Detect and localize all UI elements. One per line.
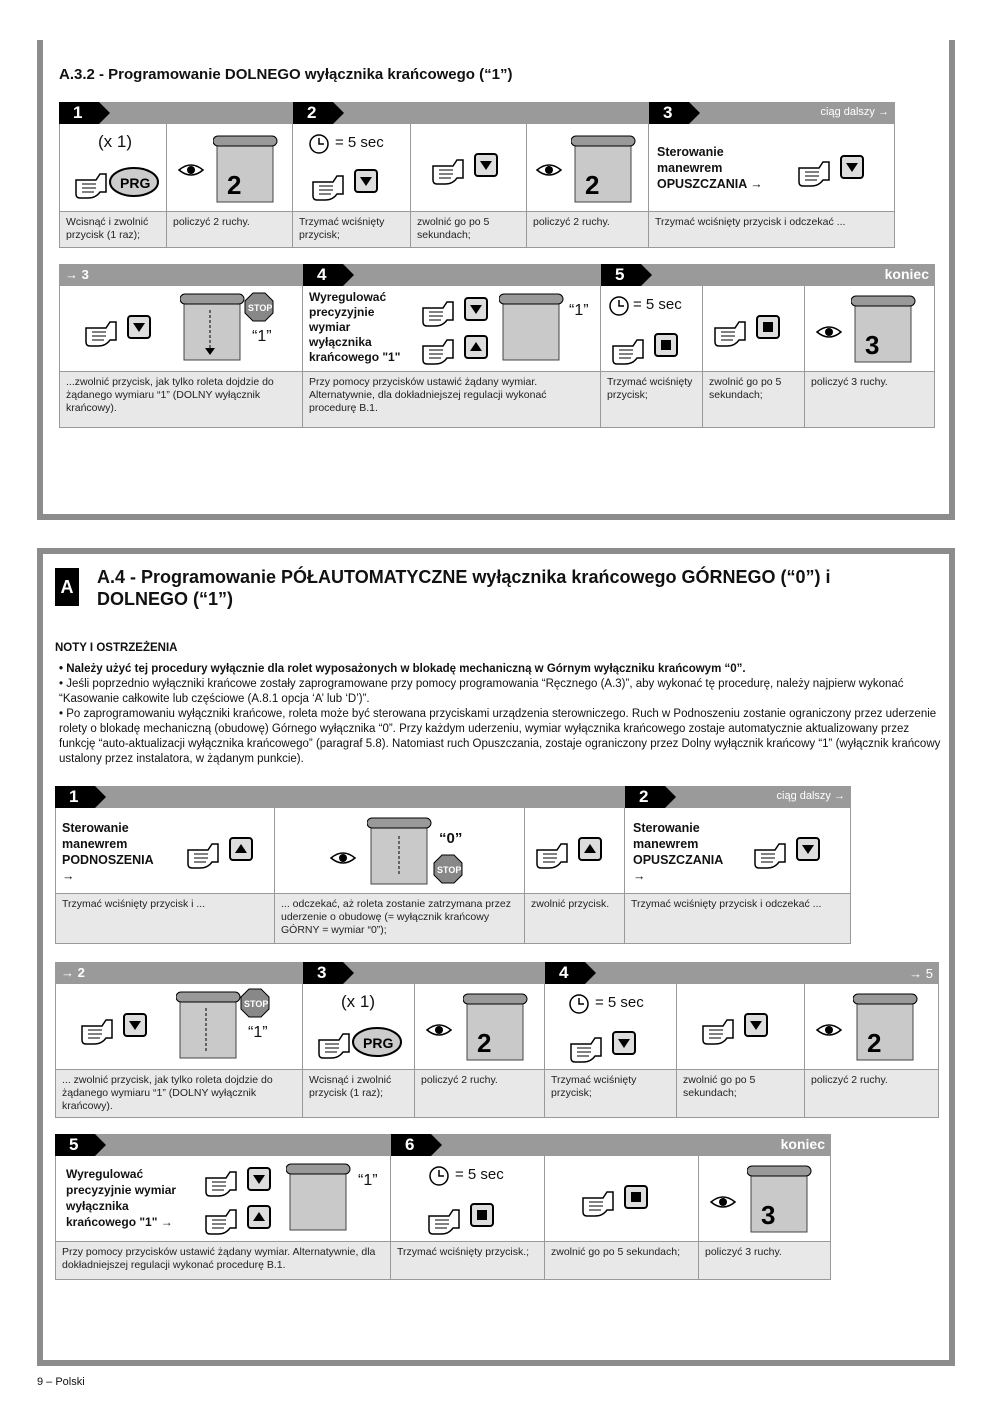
count-2: 2 (227, 170, 242, 200)
step-5-badge: 5 (601, 264, 641, 286)
prg-label: PRG (120, 175, 151, 191)
steps-header-r1 (55, 786, 851, 808)
step-5-badge: 5 (55, 1134, 95, 1156)
r3-release-text: zwolnić go po 5 sekundach; (545, 1242, 699, 1280)
end-label: koniec (884, 266, 929, 282)
r3-count-text: policzyć 3 ruchy. (699, 1242, 831, 1280)
step-6-badge: 6 (391, 1134, 431, 1156)
r1-release-text: zwolnić przycisk. (525, 894, 625, 944)
step5-picture (601, 286, 703, 372)
svg-text:2: 2 (867, 1028, 882, 1058)
step3-picture (649, 124, 895, 212)
step-3-badge: 3 (303, 962, 343, 984)
hand-down-button-icon (431, 148, 511, 188)
r3-step5-picture (55, 1156, 391, 1242)
svg-text:STOP: STOP (248, 303, 273, 313)
section-a32 (37, 40, 955, 520)
roller-icon (286, 1160, 356, 1236)
step-2-badge: 2 (625, 786, 665, 808)
section-title: A.3.2 - Programowanie DOLNEGO wyłącznika krańcowego (“1”) (59, 66, 513, 83)
note-1: • Należy użyć tej procedury wyłącznie dla rolet wyposażonych w blokadę mechaniczną w Górnym wyłączniku krańcowym “0”. (59, 663, 746, 675)
times-one: (x 1) (341, 992, 375, 1011)
svg-text:2: 2 (477, 1028, 492, 1058)
r2-count2-picture (805, 984, 939, 1070)
hand-up-button-icon (204, 1202, 274, 1236)
clock-icon (569, 994, 591, 1016)
limit-1-label: “1” (569, 302, 589, 319)
r1-wait-text: ... odczekać, aż roleta zostanie zatrzymana przez uderzenie o obudowę (= wyłącznik krańcowy GÓRNY = wymiar “0”); (275, 894, 525, 944)
svg-text:PRG: PRG (363, 1035, 394, 1051)
stop-sign-icon (433, 854, 463, 884)
hand-down-button-icon (84, 310, 164, 350)
r3-step6-picture (391, 1156, 545, 1242)
clock-icon (309, 134, 331, 156)
hand-stop-button-icon (713, 310, 793, 350)
limit-1-label: “1” (248, 1024, 268, 1041)
r1-step1-text: Trzymać wciśnięty przycisk i ... (55, 894, 275, 944)
step2-picture (293, 124, 411, 212)
hand-down-button-icon (311, 164, 391, 204)
hand-down-button-icon (797, 150, 877, 190)
prg-hand-icon (74, 158, 160, 202)
r2-count-text: policzyć 2 ruchy. (415, 1070, 545, 1118)
roller-icon (367, 814, 437, 890)
step1-picture (59, 124, 167, 212)
eye-icon (709, 1192, 737, 1212)
note-2: • Jeśli poprzednio wyłączniki krańcowe zostały zaprogramowane przy pomocy programowania “Ręcznego (A.3)”, aby wykonać tę procedurę, należy najpierw wykonać “Kasowanie całkowite lub częściowe (A.8.1 opcja ‘A’ lub ‘D’)”. (59, 678, 904, 705)
roller-icon (180, 290, 250, 366)
step5-release-text: zwolnić go po 5 sekundach; (703, 372, 805, 428)
section-a4 (37, 548, 955, 1366)
times-one: (x 1) (98, 132, 132, 151)
r3-release-picture (545, 1156, 699, 1242)
eye-icon (815, 1020, 843, 1040)
section-title: A.4 - Programowanie PÓŁAUTOMATYCZNE wyłącznika krańcowego GÓRNEGO (“0”) i DOLNEGO (“1”) (97, 567, 831, 609)
step-4-badge: 4 (545, 962, 585, 984)
hand-down-button-icon (80, 1008, 160, 1048)
svg-text:2: 2 (585, 170, 600, 200)
time-5sec: = 5 sec (335, 134, 384, 151)
stop-sign-icon (244, 292, 274, 322)
roller-icon (851, 292, 921, 368)
hand-up-button-icon (421, 332, 491, 366)
raise-maneuver-label: Sterowanie manewrem PODNOSZENIA → (62, 821, 154, 883)
step5-count-picture (805, 286, 935, 372)
hand-up-button-icon (535, 832, 615, 872)
continue-label: ciąg dalszy → (776, 790, 845, 802)
limit-1-label: “1” (252, 328, 272, 345)
roller-icon (747, 1162, 817, 1238)
page-footer: 9 – Polski (37, 1376, 85, 1388)
hand-stop-button-icon (611, 328, 691, 368)
r2-step4-text: Trzymać wciśnięty przycisk; (545, 1070, 677, 1118)
end-label: koniec (780, 1136, 825, 1152)
steps-header-row1 (59, 102, 895, 124)
step2-release-picture (411, 124, 527, 212)
step2-count-picture (527, 124, 649, 212)
adjust-label: Wyregulować precyzyjnie wymiar wyłącznika krańcowego "1" → (66, 1167, 177, 1229)
continue-label: ciąg dalszy → (820, 106, 889, 118)
limit-0-label: “0” (439, 830, 463, 847)
step-1-badge: 1 (59, 102, 99, 124)
r1-step2-text: Trzymać wciśnięty przycisk i odczekać ... (625, 894, 851, 944)
step2-release-text: zwolnić go po 5 sekundach; (411, 212, 527, 248)
step-3-badge: 3 (649, 102, 689, 124)
limit-1-label: “1” (358, 1172, 378, 1189)
hand-down-button-icon (204, 1164, 274, 1198)
hand-down-button-icon (753, 832, 833, 872)
eye-icon (425, 1020, 453, 1040)
time-5sec: = 5 sec (633, 296, 682, 313)
r1-step1-picture (55, 808, 275, 894)
note-3: • Po zaprogramowaniu wyłączniki krańcowe, roleta może być sterowana przyciskami urządzenia sterowniczego. Ruch w Podnoszeniu zostanie ograniczony przez uderzenie rolety o blokadę mechaniczną (obudowę) Górnego wyłącznika “0”. Przy każdym uderzeniu, wymiar wyłącznika krańcowego zostaje automatycznie aktualizowany przez funkcję “auto-aktualizacji wyłącznika krańcowego” (paragraf 5.8). Natomiast ruch Opuszczania, zostaje ograniczony przez Dolny wyłącznik krańcowy “1” (wyłącznik krańcowy ustalony przez instalatora, w żądanym punkcie). (59, 708, 941, 765)
time-5sec: = 5 sec (455, 1166, 504, 1183)
r3-step5-text: Przy pomocy przycisków ustawić żądany wymiar. Alternatywnie, dla dokładniejszej regulacji wykonać procedurę B.1. (55, 1242, 391, 1280)
r2-release-picture (55, 984, 303, 1070)
r2-release2-picture (677, 984, 805, 1070)
hand-stop-button-icon (581, 1180, 661, 1220)
r3-step6-text: Trzymać wciśnięty przycisk.; (391, 1242, 545, 1280)
time-5sec: = 5 sec (595, 994, 644, 1011)
step-4-badge: 4 (303, 264, 343, 286)
step5-text: Trzymać wciśnięty przycisk; (601, 372, 703, 428)
step1-count-text: policzyć 2 ruchy. (167, 212, 293, 248)
notes-block (55, 642, 945, 767)
lower-maneuver-label: Sterowanie manewrem OPUSZCZANIA → (657, 145, 763, 191)
clock-icon (609, 296, 631, 318)
clock-icon (429, 1166, 451, 1188)
section-badge: A (55, 568, 79, 606)
r1-wait-picture (275, 808, 525, 894)
step1-count-picture (167, 124, 293, 212)
steps-header-row2 (59, 264, 935, 286)
r3-count-picture (699, 1156, 831, 1242)
r2-step3-picture (303, 984, 415, 1070)
r2-step3-text: Wcisnąć i zwolnić przycisk (1 raz); (303, 1070, 415, 1118)
eye-icon (815, 322, 843, 342)
notes-heading: NOTY I OSTRZEŻENIA (55, 642, 178, 654)
r2-release2-text: zwolnić go po 5 sekundach; (677, 1070, 805, 1118)
r2-count2-text: policzyć 2 ruchy. (805, 1070, 939, 1118)
steps-header-r3 (55, 1134, 831, 1156)
hand-down-button-icon (701, 1008, 781, 1048)
stop-sign-icon (240, 988, 270, 1018)
step2-text: Trzymać wciśnięty przycisk; (293, 212, 411, 248)
from-step-3: → 3 (65, 267, 89, 282)
hand-up-button-icon (186, 832, 266, 872)
svg-text:3: 3 (761, 1200, 776, 1230)
hand-stop-button-icon (427, 1198, 507, 1238)
roller-icon (571, 132, 641, 208)
roller-icon (463, 990, 533, 1066)
to-step-5: → 5 (909, 966, 933, 981)
svg-text:STOP: STOP (437, 865, 462, 875)
roller-icon (176, 988, 246, 1064)
step3-text: Trzymać wciśnięty przycisk i odczekać ... (649, 212, 895, 248)
r1-step2-picture (625, 808, 851, 894)
eye-icon (177, 160, 205, 180)
r2-step4-picture (545, 984, 677, 1070)
from-step-2: → 2 (61, 965, 85, 980)
step1-text: Wcisnąć i zwolnić przycisk (1 raz); (59, 212, 167, 248)
eye-icon (329, 848, 357, 868)
roller-icon (499, 290, 569, 366)
hand-down-button-icon (569, 1026, 649, 1066)
release-at-1-text: ...zwolnić przycisk, jak tylko roleta dojdzie do żądanego wymiaru “1” (DOLNY wyłącznik krańcowy). (59, 372, 303, 428)
step5-count-text: policzyć 3 ruchy. (805, 372, 935, 428)
prg-hand-icon (317, 1018, 403, 1062)
roller-icon (213, 132, 283, 208)
roller-icon (853, 990, 923, 1066)
step2-count-text: policzyć 2 ruchy. (527, 212, 649, 248)
step5-release-picture (703, 286, 805, 372)
step-1-badge: 1 (55, 786, 95, 808)
adjust-label: Wyregulować precyzyjnie wymiar wyłącznika krańcowego "1" (309, 290, 401, 364)
svg-text:STOP: STOP (244, 999, 269, 1009)
r1-release-picture (525, 808, 625, 894)
lower-maneuver-label: Sterowanie manewrem OPUSZCZANIA → (633, 821, 723, 883)
step4-text: Przy pomocy przycisków ustawić żądany wymiar. Alternatywnie, dla dokładniejszej regulacji wykonać procedurę B.1. (303, 372, 601, 428)
hand-down-button-icon (421, 294, 491, 328)
r2-release-text: ... zwolnić przycisk, jak tylko roleta dojdzie do żądanego wymiaru “1” (DOLNY wyłącznik krańcowy). (55, 1070, 303, 1118)
step4-picture (303, 286, 601, 372)
count-3: 3 (865, 330, 880, 360)
release-at-1-picture (59, 286, 303, 372)
step-2-badge: 2 (293, 102, 333, 124)
eye-icon (535, 160, 563, 180)
r2-count-picture (415, 984, 545, 1070)
steps-header-r2 (55, 962, 939, 984)
